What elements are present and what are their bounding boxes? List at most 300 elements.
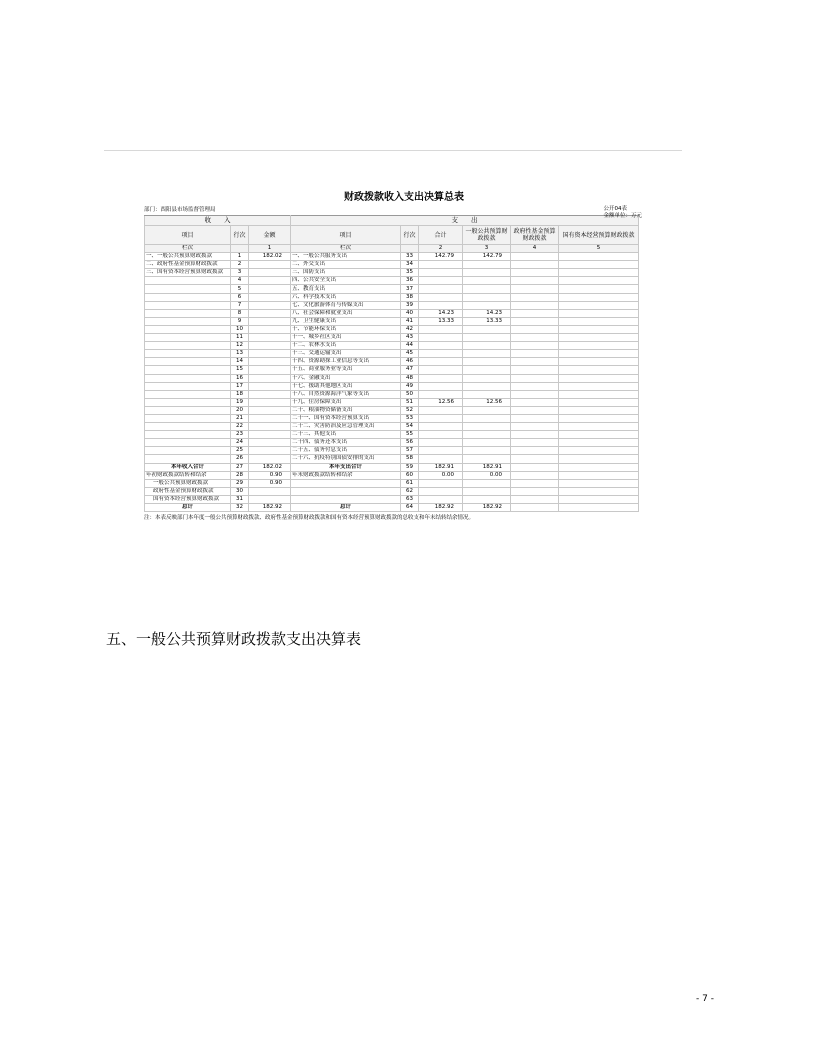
table-cell	[463, 293, 511, 301]
table-cell	[559, 398, 639, 406]
table-cell	[249, 269, 291, 277]
table-cell: 32	[231, 504, 249, 512]
table-cell: 三、国防支出	[291, 269, 401, 277]
table-cell: 二十五、债务付息支出	[291, 447, 401, 455]
table-cell	[463, 358, 511, 366]
table-cell: 五、教育支出	[291, 285, 401, 293]
table-cell	[559, 277, 639, 285]
unit-label: 金额单位：万元	[603, 213, 642, 219]
table-cell	[511, 317, 559, 325]
table-cell: 25	[231, 447, 249, 455]
table-row	[145, 382, 639, 390]
table-cell: 63	[401, 495, 419, 503]
table-cell	[559, 374, 639, 382]
table-cell: 二、政府性基金预算财政拨款	[145, 261, 231, 269]
form-code: 公开04表	[603, 206, 627, 212]
table-cell	[463, 447, 511, 455]
table-cell	[419, 301, 463, 309]
table-cell	[145, 325, 231, 333]
table-cell	[559, 479, 639, 487]
table-cell: 36	[401, 277, 419, 285]
table-cell: 27	[231, 463, 249, 471]
table-cell	[145, 398, 231, 406]
table-cell: 国有资本经营预算财政拨款	[145, 495, 231, 503]
table-cell: 182.02	[249, 253, 291, 261]
table-cell	[249, 358, 291, 366]
table-cell: 26	[231, 455, 249, 463]
table-row	[145, 374, 639, 382]
table-cell	[559, 431, 639, 439]
table-cell	[145, 431, 231, 439]
table-cell	[145, 366, 231, 374]
table-cell: 本年收入合计	[145, 463, 231, 471]
table-cell	[463, 406, 511, 414]
table-cell	[511, 350, 559, 358]
table-cell	[559, 358, 639, 366]
table-cell: 二十一、国有资本经营预算支出	[291, 414, 401, 422]
table-cell: 一般公共预算财政拨款	[145, 479, 231, 487]
table-cell	[559, 390, 639, 398]
table-cell	[249, 309, 291, 317]
table-cell	[419, 423, 463, 431]
table-cell	[559, 463, 639, 471]
table-cell	[463, 301, 511, 309]
table-cell: 十九、住房保障支出	[291, 398, 401, 406]
table-cell: 28	[231, 471, 249, 479]
table-row	[145, 269, 639, 277]
table-cell	[419, 479, 463, 487]
table-title: 财政拨款收入支出决算总表	[344, 192, 464, 203]
table-cell	[145, 358, 231, 366]
table-cell: 0.00	[463, 471, 511, 479]
table-cell: 4	[231, 277, 249, 285]
table-cell	[249, 325, 291, 333]
table-cell	[145, 293, 231, 301]
table-cell: 47	[401, 366, 419, 374]
table-cell	[559, 253, 639, 261]
table-cell	[559, 309, 639, 317]
table-cell: 39	[401, 301, 419, 309]
table-row	[145, 350, 639, 358]
table-cell: 七、文化旅游体育与传媒支出	[291, 301, 401, 309]
table-cell: 16	[231, 374, 249, 382]
table-cell	[511, 374, 559, 382]
table-cell	[559, 471, 639, 479]
table-row	[145, 431, 639, 439]
table-cell	[249, 301, 291, 309]
col-header: 金额	[249, 226, 291, 245]
col-number: 1	[249, 245, 291, 253]
table-cell: 11	[231, 334, 249, 342]
table-cell	[145, 334, 231, 342]
table-row	[145, 406, 639, 414]
table-cell: 50	[401, 390, 419, 398]
table-cell: 49	[401, 382, 419, 390]
table-cell	[559, 301, 639, 309]
table-cell: 本年支出合计	[291, 463, 401, 471]
table-cell: 12.56	[419, 398, 463, 406]
table-cell	[419, 269, 463, 277]
table-cell: 43	[401, 334, 419, 342]
col-number	[231, 245, 249, 253]
table-cell: 13.33	[463, 317, 511, 325]
col-number: 2	[419, 245, 463, 253]
table-cell: 年末财政拨款结转和结余	[291, 471, 401, 479]
table-cell: 61	[401, 479, 419, 487]
table-row	[145, 334, 639, 342]
table-cell: 10	[231, 325, 249, 333]
table-cell: 14.23	[419, 309, 463, 317]
col-header: 一般公共预算财政拨款	[463, 226, 511, 245]
table-cell	[559, 317, 639, 325]
table-row	[145, 277, 639, 285]
table-cell	[559, 455, 639, 463]
table-cell: 7	[231, 301, 249, 309]
table-cell	[463, 487, 511, 495]
table-cell	[419, 358, 463, 366]
table-cell	[511, 366, 559, 374]
table-cell: 1	[231, 253, 249, 261]
table-cell: 48	[401, 374, 419, 382]
table-cell	[559, 439, 639, 447]
table-cell: 0.90	[249, 471, 291, 479]
col-number: 5	[559, 245, 639, 253]
table-cell: 51	[401, 398, 419, 406]
table-cell	[249, 423, 291, 431]
table-cell	[419, 350, 463, 358]
summary-row	[145, 504, 639, 512]
table-cell	[249, 334, 291, 342]
table-cell	[249, 414, 291, 422]
col-header: 项目	[145, 226, 231, 245]
final-accounts-sheet	[144, 190, 648, 522]
table-cell: 182.91	[419, 463, 463, 471]
col-number: 4	[511, 245, 559, 253]
table-cell	[249, 487, 291, 495]
table-cell: 13.33	[419, 317, 463, 325]
department-label: 部门：酉阳县市场监督管理局	[144, 207, 216, 213]
table-cell	[291, 495, 401, 503]
table-cell: 33	[401, 253, 419, 261]
table-cell	[463, 390, 511, 398]
table-cell	[463, 342, 511, 350]
table-cell	[511, 455, 559, 463]
table-cell: 十三、交通运输支出	[291, 350, 401, 358]
col-number	[401, 245, 419, 253]
table-cell: 十六、金融支出	[291, 374, 401, 382]
table-cell: 58	[401, 455, 419, 463]
table-cell: 13	[231, 350, 249, 358]
table-cell: 34	[401, 261, 419, 269]
table-cell	[249, 261, 291, 269]
table-cell	[249, 285, 291, 293]
table-cell: 14.23	[463, 309, 511, 317]
table-cell: 十一、城乡社区支出	[291, 334, 401, 342]
col-number: 栏次	[291, 245, 401, 253]
table-cell	[463, 269, 511, 277]
table-cell	[145, 414, 231, 422]
summary-row	[145, 471, 639, 479]
table-cell	[249, 350, 291, 358]
table-cell	[511, 261, 559, 269]
table-cell: 29	[231, 479, 249, 487]
table-cell: 5	[231, 285, 249, 293]
table-cell: 57	[401, 447, 419, 455]
table-cell: 30	[231, 487, 249, 495]
table-cell: 3	[231, 269, 249, 277]
column-number-row	[145, 245, 639, 253]
table-cell	[249, 277, 291, 285]
table-cell	[419, 277, 463, 285]
table-cell	[511, 487, 559, 495]
table-cell: 14	[231, 358, 249, 366]
table-row	[145, 398, 639, 406]
table-cell	[249, 495, 291, 503]
table-cell	[511, 342, 559, 350]
table-cell	[463, 479, 511, 487]
table-cell	[419, 390, 463, 398]
table-cell	[463, 431, 511, 439]
table-row	[145, 366, 639, 374]
table-cell: 一、一般公共预算财政拨款	[145, 253, 231, 261]
table-cell	[511, 285, 559, 293]
table-row	[145, 358, 639, 366]
table-cell	[145, 423, 231, 431]
col-number: 栏次	[145, 245, 231, 253]
table-cell: 二十三、其他支出	[291, 431, 401, 439]
table-cell	[559, 382, 639, 390]
table-cell	[145, 390, 231, 398]
income-section-label: 收 入	[145, 216, 291, 226]
summary-row	[145, 495, 639, 503]
table-cell	[419, 366, 463, 374]
table-cell	[249, 455, 291, 463]
table-cell	[463, 439, 511, 447]
table-cell: 二十四、债务还本支出	[291, 439, 401, 447]
table-cell	[463, 350, 511, 358]
table-cell	[145, 374, 231, 382]
table-row	[145, 309, 639, 317]
table-row	[145, 325, 639, 333]
table-cell	[511, 309, 559, 317]
table-cell	[511, 253, 559, 261]
table-cell: 55	[401, 431, 419, 439]
table-cell: 8	[231, 309, 249, 317]
table-cell	[511, 463, 559, 471]
summary-row	[145, 479, 639, 487]
table-cell	[511, 269, 559, 277]
table-cell	[511, 406, 559, 414]
table-cell	[463, 455, 511, 463]
table-cell	[463, 414, 511, 422]
table-cell	[463, 423, 511, 431]
table-cell	[559, 406, 639, 414]
table-cell: 182.92	[419, 504, 463, 512]
table-cell: 60	[401, 471, 419, 479]
table-row	[145, 390, 639, 398]
table-cell	[419, 495, 463, 503]
table-cell	[559, 325, 639, 333]
table-cell: 二、外交支出	[291, 261, 401, 269]
table-cell	[511, 277, 559, 285]
table-row	[145, 261, 639, 269]
table-cell	[145, 285, 231, 293]
table-cell	[463, 277, 511, 285]
table-cell: 40	[401, 309, 419, 317]
table-cell	[291, 479, 401, 487]
table-cell	[249, 366, 291, 374]
table-cell: 53	[401, 414, 419, 422]
table-cell	[145, 447, 231, 455]
col-number: 3	[463, 245, 511, 253]
table-cell: 44	[401, 342, 419, 350]
page-number: - 7 -	[696, 994, 714, 1004]
col-header: 项目	[291, 226, 401, 245]
table-cell	[559, 423, 639, 431]
table-cell: 八、社会保障和就业支出	[291, 309, 401, 317]
table-cell	[249, 317, 291, 325]
table-cell	[145, 317, 231, 325]
table-cell	[511, 414, 559, 422]
col-header: 行次	[401, 226, 419, 245]
table-cell: 一、一般公共服务支出	[291, 253, 401, 261]
table-cell	[145, 342, 231, 350]
table-cell: 17	[231, 382, 249, 390]
table-cell: 12	[231, 342, 249, 350]
table-cell: 142.79	[419, 253, 463, 261]
table-cell	[145, 382, 231, 390]
table-cell	[511, 504, 559, 512]
table-cell	[559, 334, 639, 342]
col-header: 国有资本经营预算财政拨款	[559, 226, 639, 245]
table-cell: 总计	[291, 504, 401, 512]
table-cell: 46	[401, 358, 419, 366]
table-cell	[511, 390, 559, 398]
table-cell	[145, 439, 231, 447]
table-cell: 6	[231, 293, 249, 301]
table-cell	[419, 285, 463, 293]
table-cell	[249, 406, 291, 414]
table-cell	[463, 366, 511, 374]
table-cell	[559, 487, 639, 495]
col-header: 合计	[419, 226, 463, 245]
table-row	[145, 423, 639, 431]
table-row	[145, 317, 639, 325]
table-cell: 十七、援助其他地区支出	[291, 382, 401, 390]
table-cell	[559, 495, 639, 503]
table-cell	[463, 325, 511, 333]
table-cell	[559, 414, 639, 422]
header-row	[145, 226, 639, 245]
table-cell: 十四、资源勘探工业信息等支出	[291, 358, 401, 366]
table-cell	[419, 487, 463, 495]
table-cell	[511, 382, 559, 390]
table-cell	[511, 358, 559, 366]
table-cell: 年初财政拨款结转和结余	[145, 471, 231, 479]
col-header: 政府性基金预算财政拨款	[511, 226, 559, 245]
table-row	[145, 447, 639, 455]
table-row	[145, 414, 639, 422]
table-cell	[463, 334, 511, 342]
table-cell	[511, 293, 559, 301]
table-cell	[249, 447, 291, 455]
table-cell: 21	[231, 414, 249, 422]
table-cell	[145, 301, 231, 309]
table-row	[145, 301, 639, 309]
table-cell	[511, 471, 559, 479]
table-cell: 35	[401, 269, 419, 277]
table-cell	[419, 374, 463, 382]
table-cell	[559, 269, 639, 277]
table-cell: 38	[401, 293, 419, 301]
table-cell	[419, 293, 463, 301]
table-cell	[145, 350, 231, 358]
table-cell: 45	[401, 350, 419, 358]
table-cell: 十、节能环保支出	[291, 325, 401, 333]
table-cell	[463, 374, 511, 382]
table-cell	[511, 431, 559, 439]
table-cell: 0.90	[249, 479, 291, 487]
table-cell	[419, 431, 463, 439]
table-cell	[249, 342, 291, 350]
table-cell	[419, 334, 463, 342]
header-rule	[104, 150, 682, 151]
table-cell	[291, 487, 401, 495]
table-row	[145, 285, 639, 293]
table-note: 注：本表反映部门本年度一般公共预算财政拨款、政府性基金预算财政拨款和国有资本经营预算财政拨款的总收支和年末结转结余情况。	[144, 515, 475, 522]
section-heading: 五、一般公共预算财政拨款支出决算表	[106, 630, 362, 648]
section-row	[145, 216, 639, 226]
table-cell	[559, 293, 639, 301]
table-cell	[419, 325, 463, 333]
table-cell: 22	[231, 423, 249, 431]
table-cell: 182.92	[249, 504, 291, 512]
table-cell: 24	[231, 439, 249, 447]
table-cell: 52	[401, 406, 419, 414]
table-cell: 41	[401, 317, 419, 325]
table-cell	[145, 277, 231, 285]
table-cell: 18	[231, 390, 249, 398]
table-cell	[511, 495, 559, 503]
table-cell	[511, 334, 559, 342]
table-cell	[463, 261, 511, 269]
table-row	[145, 342, 639, 350]
table-cell	[559, 504, 639, 512]
table-cell: 九、卫生健康支出	[291, 317, 401, 325]
table-cell	[249, 431, 291, 439]
table-cell: 37	[401, 285, 419, 293]
table-cell	[419, 261, 463, 269]
table-cell	[249, 390, 291, 398]
table-cell: 十五、商业服务业等支出	[291, 366, 401, 374]
table-cell	[559, 447, 639, 455]
table-cell: 十八、自然资源海洋气象等支出	[291, 390, 401, 398]
table-cell	[511, 301, 559, 309]
table-cell	[419, 439, 463, 447]
summary-row	[145, 487, 639, 495]
table-cell	[559, 366, 639, 374]
table-cell	[145, 406, 231, 414]
table-cell	[419, 406, 463, 414]
table-cell: 12.56	[463, 398, 511, 406]
table-cell	[511, 325, 559, 333]
table-cell	[419, 414, 463, 422]
table-cell: 三、国有资本经营预算财政拨款	[145, 269, 231, 277]
table-cell: 总计	[145, 504, 231, 512]
table-cell: 182.92	[463, 504, 511, 512]
table-cell	[511, 439, 559, 447]
table-cell: 二十六、抗疫特别国债安排的支出	[291, 455, 401, 463]
